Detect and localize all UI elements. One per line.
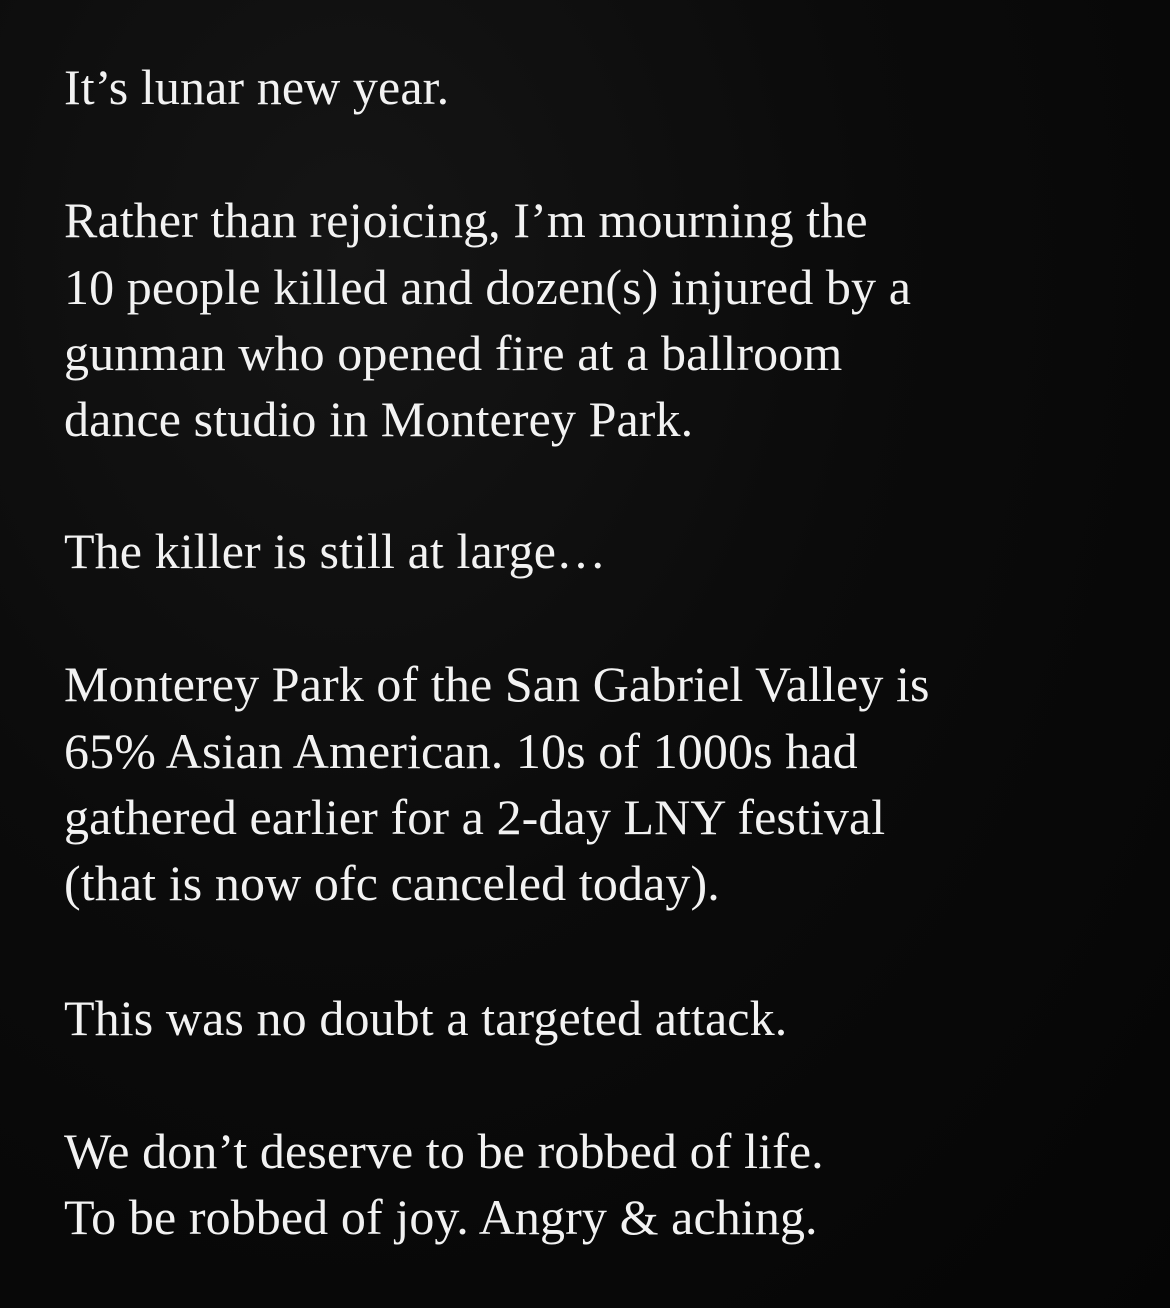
- story-line: gathered earlier for a 2-day LNY festival: [64, 789, 886, 845]
- story-line: (that is now ofc canceled today).: [64, 855, 720, 911]
- story-line: It’s lunar new year.: [64, 59, 450, 115]
- story-line: gunman who opened fire at a ballroom: [64, 325, 843, 381]
- story-line: 10 people killed and dozen(s) injured by a: [64, 259, 911, 315]
- story-line: Rather than rejoicing, I’m mourning the: [64, 192, 868, 248]
- story-line: Monterey Park of the San Gabriel Valley is: [64, 656, 930, 712]
- story-line: This was no doubt a targeted attack.: [64, 990, 788, 1046]
- story-line: The killer is still at large…: [64, 523, 607, 579]
- story-line: To be robbed of joy. Angry & aching.: [64, 1189, 818, 1245]
- story-line: We don’t deserve to be robbed of life.: [64, 1123, 824, 1179]
- story-line: 65% Asian American. 10s of 1000s had: [64, 723, 858, 779]
- story-line: dance studio in Monterey Park.: [64, 391, 694, 447]
